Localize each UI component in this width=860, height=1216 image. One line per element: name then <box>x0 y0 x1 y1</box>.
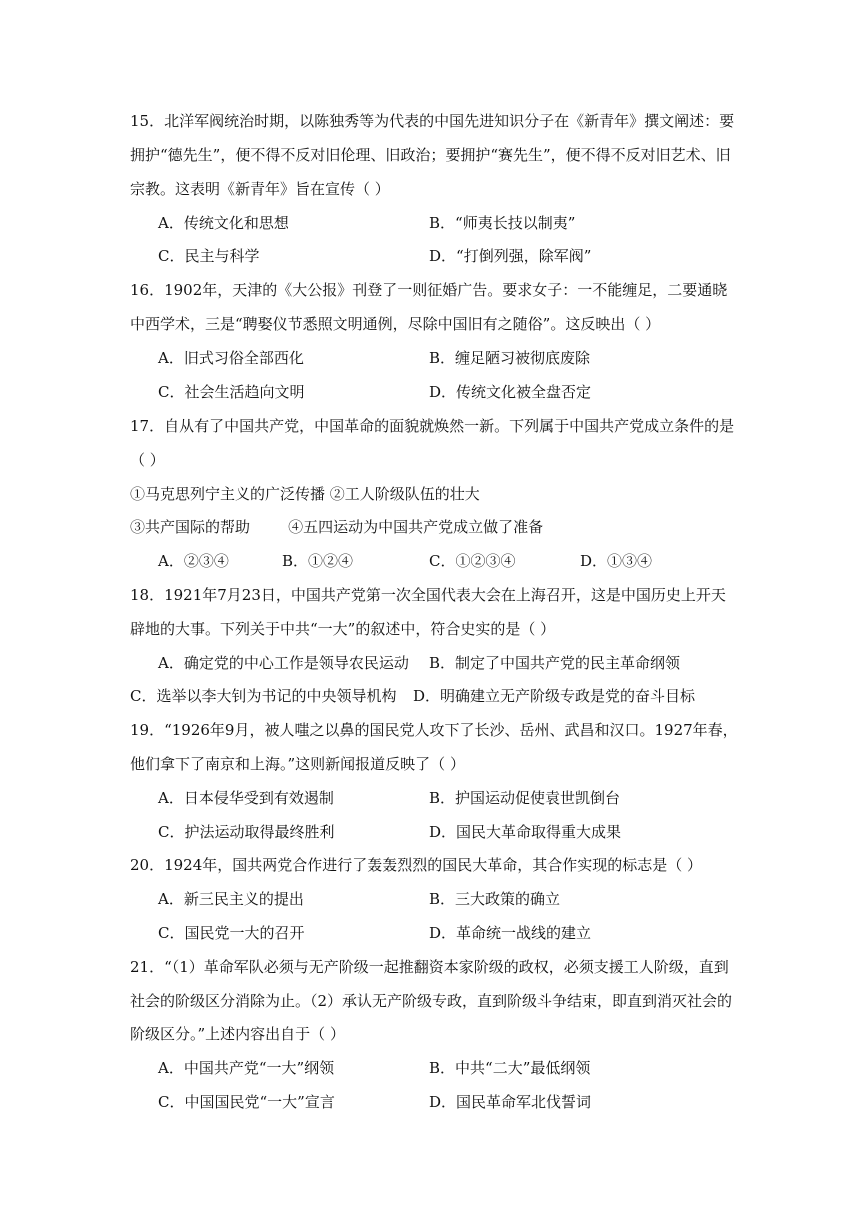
question-19-option-a[interactable]: A．日本侵华受到有效遏制 <box>158 789 334 807</box>
question-17-statement-3-4: ③共产国际的帮助 ④五四运动为中国共产党成立做了准备 <box>130 518 544 536</box>
question-17-stem-line-2: （ ） <box>130 451 165 469</box>
question-19-stem-line-2: 他们拿下了南京和上海。”这则新闻报道反映了（ ） <box>130 755 465 773</box>
question-16-option-d[interactable]: D．传统文化被全盘否定 <box>429 383 592 401</box>
question-15-option-a[interactable]: A．传统文化和思想 <box>158 214 289 232</box>
question-20-option-b[interactable]: B．三大政策的确立 <box>429 890 561 908</box>
question-15-option-d[interactable]: D．“打倒列强，除军阀” <box>429 247 592 265</box>
question-17-option-d[interactable]: D．①③④ <box>580 552 653 570</box>
question-21-option-b[interactable]: B．中共“二大”最低纲领 <box>429 1059 591 1077</box>
question-18-stem-line-2: 辟地的大事。下列关于中共“一大”的叙述中，符合史实的是（ ） <box>130 620 556 638</box>
question-18-option-a[interactable]: A．确定党的中心工作是领导农民运动 <box>158 654 409 672</box>
question-18-option-b[interactable]: B．制定了中国共产党的民主革命纲领 <box>429 654 681 672</box>
question-18-option-c[interactable]: C．选举以李大钊为书记的中央领导机构 <box>130 687 397 705</box>
question-15-option-b[interactable]: B．“师夷长技以制夷” <box>429 214 576 232</box>
question-20-stem-line-1: 20．1924年，国共两党合作进行了轰轰烈烈的国民大革命，其合作实现的标志是（ ） <box>130 856 703 874</box>
question-18-option-d[interactable]: D．明确建立无产阶级专政是党的奋斗目标 <box>413 687 696 705</box>
question-21-stem-line-2: 社会的阶级区分消除为止。（2）承认无产阶级专政，直到阶级斗争结束，即直到消灭社会的 <box>130 992 733 1010</box>
question-17-statement-1-2: ①马克思列宁主义的广泛传播 ②工人阶级队伍的壮大 <box>130 485 480 503</box>
question-17-option-c[interactable]: C．①②③④ <box>429 552 516 570</box>
question-15-stem-line-2: 拥护“德先生”，便不得不反对旧伦理、旧政治；要拥护“赛先生”，便不得不反对旧艺术、旧 <box>130 146 731 164</box>
question-20-option-c[interactable]: C．国民党一大的召开 <box>158 924 305 942</box>
question-16-option-c[interactable]: C．社会生活趋向文明 <box>158 383 305 401</box>
question-17-stem-line-1: 17．自从有了中国共产党，中国革命的面貌就焕然一新。下列属于中国共产党成立条件的是 <box>130 417 735 435</box>
question-19-option-d[interactable]: D．国民大革命取得重大成果 <box>429 823 622 841</box>
question-18-stem-line-1: 18．1921年7月23日，中国共产党第一次全国代表大会在上海召开，这是中国历史上开天 <box>130 586 726 604</box>
question-21-stem-line-3: 阶级区分。”上述内容出自于（ ） <box>130 1025 345 1043</box>
question-15-stem-line-3: 宗教。这表明《新青年》旨在宣传（ ） <box>130 180 390 198</box>
question-15-option-c[interactable]: C．民主与科学 <box>158 247 260 265</box>
question-20-option-d[interactable]: D．革命统一战线的建立 <box>429 924 592 942</box>
question-19-option-c[interactable]: C．护法运动取得最终胜利 <box>158 823 335 841</box>
question-19-option-b[interactable]: B．护国运动促使袁世凯倒台 <box>429 789 621 807</box>
question-15-stem-line-1: 15．北洋军阀统治时期，以陈独秀等为代表的中国先进知识分子在《新青年》撰文阐述：要 <box>130 112 735 130</box>
question-19-stem-line-1: 19．“1926年9月，被人嗤之以鼻的国民党人攻下了长沙、岳州、武昌和汉口。1927年春， <box>130 721 738 739</box>
question-16-stem-line-2: 中西学术，三是“聘娶仪节悉照文明通例，尽除中国旧有之随俗”。这反映出（ ） <box>130 315 661 333</box>
question-20-option-a[interactable]: A．新三民主义的提出 <box>158 890 304 908</box>
question-21-option-a[interactable]: A．中国共产党“一大”纲领 <box>158 1059 335 1077</box>
question-21-option-c[interactable]: C．中国国民党“一大”宣言 <box>158 1093 335 1111</box>
question-21-stem-line-1: 21．“（1）革命军队必须与无产阶级一起推翻资本家阶级的政权，必须支援工人阶级，直到 <box>130 958 729 976</box>
question-21-option-d[interactable]: D．国民革命军北伐誓词 <box>429 1093 592 1111</box>
question-16-option-a[interactable]: A．旧式习俗全部西化 <box>158 349 304 367</box>
question-16-option-b[interactable]: B．缠足陋习被彻底废除 <box>429 349 591 367</box>
question-17-option-a[interactable]: A．②③④ <box>158 552 229 570</box>
question-17-option-b[interactable]: B．①②④ <box>282 552 354 570</box>
question-16-stem-line-1: 16．1902年，天津的《大公报》刊登了一则征婚广告。要求女子：一不能缠足，二要通晓 <box>130 281 728 299</box>
